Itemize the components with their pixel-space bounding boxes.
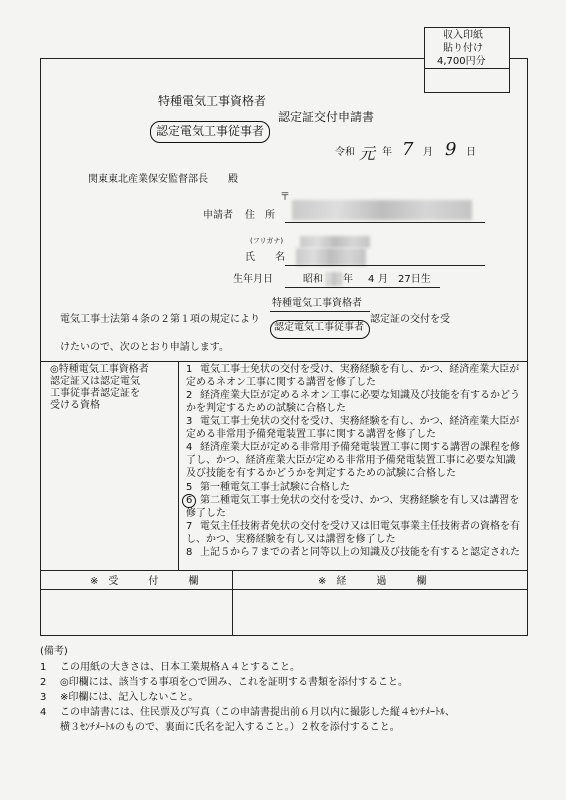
- stamp-label-1: 収入印紙: [443, 30, 483, 41]
- item-number: 7: [186, 521, 193, 532]
- item-line: 及び技能を有するかどうかを判定するための試験に合格した: [186, 468, 456, 479]
- date-era: 令和: [335, 147, 355, 158]
- stamp-label-2: 貼り付け: [443, 43, 483, 54]
- name-underline: [285, 265, 485, 266]
- note-line: ◎印欄には、該当する事項を○で囲み、これを証明する書類を添付すること。: [60, 677, 409, 688]
- item-line: 電気工事士免状の交付を受け、実務経験を有し、かつ、経済産業大臣が: [200, 364, 520, 375]
- birth-month: 4: [368, 274, 375, 285]
- title-suffix: 認定証交付申請書: [278, 110, 375, 124]
- qualification-item-selected: [182, 495, 522, 521]
- address-underline: [285, 222, 485, 223]
- revenue-stamp-box: [424, 27, 510, 93]
- item-line: 経済産業大臣が定める非常用予備発電装置工事に関する講習の課程を修: [200, 442, 520, 453]
- qualification-item: [182, 482, 522, 495]
- notes-heading: (備考): [40, 646, 68, 657]
- item-line: 電気工事士免状の交付を受け、実務経験を有し、かつ、経済産業大臣が: [200, 416, 520, 427]
- statement-circled: 認定電気工事従事者: [274, 322, 364, 333]
- birth-era: 昭和: [303, 274, 323, 285]
- item-line: 経済産業大臣が定めるネオン工事に必要な知識及び技能を有するかどう: [200, 390, 520, 401]
- qualification-label: [50, 364, 149, 412]
- birth-year-unit: 年: [343, 274, 353, 285]
- date-day: 9: [445, 139, 457, 160]
- qualification-item: [182, 416, 522, 442]
- name-redacted: [296, 248, 366, 266]
- date-day-unit: 日: [466, 147, 476, 158]
- note-item: [40, 677, 520, 692]
- qualification-label-line: 受ける資格: [50, 400, 100, 411]
- note-number: 3: [40, 692, 47, 703]
- qualification-label-line: 工事従事者認定証を: [50, 388, 140, 399]
- birth-label: 生年月日: [233, 274, 273, 285]
- table-column-divider: [178, 361, 179, 570]
- qualification-item: [182, 442, 522, 482]
- note-line: 横３ｾﾝﾁﾒｰﾄﾙのもので、裏面に氏名を記入すること。）２枚を添付すること。: [60, 722, 400, 733]
- birth-day: 27日生: [398, 274, 431, 285]
- reception-label: ※ 受 付 欄: [90, 576, 199, 587]
- item-line: 上記５から７までの者と同等以上の知識及び技能を有すると認定された: [200, 547, 520, 558]
- note-number: 4: [40, 707, 47, 718]
- statement-right: 認定証の交付を受: [370, 314, 450, 325]
- address-redacted: [292, 200, 472, 220]
- note-item: [40, 707, 520, 737]
- postal-mark: 〒: [280, 192, 290, 203]
- qualification-label-line: ◎特種電気工事資格者: [50, 364, 149, 375]
- item-line: 修了した: [186, 508, 226, 519]
- statement-left: 電気工事士法第４条の２第１項の規定により: [60, 314, 260, 325]
- date-year-unit: 年: [382, 147, 392, 158]
- item-line: し、かつ、実務経験を有し又は講習を修了した: [186, 534, 396, 545]
- item-number: 2: [186, 390, 193, 401]
- title-line-1: 特種電気工事資格者: [158, 94, 267, 108]
- item-number: 4: [186, 442, 193, 453]
- note-number: 1: [40, 662, 47, 673]
- date-year: 元: [359, 144, 376, 163]
- item-line: 了し、かつ、経済産業大臣が定める非常用予備発電装置工事に必要な知識: [186, 455, 516, 466]
- item-number: 8: [186, 547, 193, 558]
- bottom-header-line: [40, 589, 528, 590]
- note-item: [40, 692, 520, 707]
- note-line: この用紙の大きさは、日本工業規格Ａ４とすること。: [60, 662, 300, 673]
- stamp-amount: 4,700円分: [437, 56, 486, 67]
- item-number: 1: [186, 364, 193, 375]
- name-label: 氏 名: [245, 252, 285, 263]
- qualification-item: [182, 390, 522, 416]
- birth-underline: [285, 287, 440, 288]
- birth-year-redacted: [326, 272, 342, 286]
- qualification-list: [182, 364, 522, 560]
- item-number: 6: [186, 495, 193, 506]
- title-line-2: 認定電気工事従事者: [156, 124, 265, 138]
- progress-label: ※ 経 過 欄: [318, 576, 427, 587]
- note-line: ※印欄には、記入しないこと。: [60, 692, 199, 703]
- furigana-redacted: [300, 236, 370, 248]
- item-line: 定める非常用予備発電装置工事に関する講習を修了した: [186, 429, 436, 440]
- date-month-unit: 月: [423, 147, 433, 158]
- statement-line-2: けたいので、次のとおり申請します。: [60, 342, 229, 353]
- addressee: 関東東北産業保安監督部長 殿: [88, 174, 238, 185]
- item-line: かを判定するための試験に合格した: [186, 403, 346, 414]
- note-line: この申請書には、住民票及び写真（この申請書提出前６月以内に撮影した縦４ｾﾝﾁﾒｰﾄﾙ、: [60, 707, 455, 718]
- applicant-label: 申請者: [203, 210, 233, 221]
- item-number: 3: [186, 416, 193, 427]
- item-line: 第二種電気工事士免状の交付を受け、かつ、実務経験を有し又は講習を: [200, 495, 520, 506]
- date-month: 7: [402, 139, 414, 160]
- table-top-border: [40, 361, 528, 362]
- furigana-label: (フリガナ): [250, 237, 284, 245]
- qualification-item: [182, 547, 522, 560]
- statement-above: 特種電気工事資格者: [272, 298, 362, 309]
- table-bottom-border: [40, 570, 528, 571]
- item-number: 5: [186, 482, 193, 493]
- item-line: 第一種電気工事士試験に合格した: [200, 482, 350, 493]
- note-item: [40, 662, 520, 677]
- notes-list: [40, 662, 520, 737]
- birth-month-unit: 月: [378, 274, 388, 285]
- item-line: 電気主任技術者免状の交付を受け又は旧電気事業主任技術者の資格を有: [200, 521, 520, 532]
- statement-divider: [270, 311, 370, 312]
- item-line: 定めるネオン工事に関する講習を修了した: [186, 377, 376, 388]
- bottom-divider: [232, 570, 233, 636]
- qualification-item: [182, 364, 522, 390]
- address-label: 住 所: [245, 210, 275, 221]
- qualification-label-line: 認定証又は認定電気: [50, 376, 140, 387]
- note-number: 2: [40, 677, 47, 688]
- qualification-item: [182, 521, 522, 547]
